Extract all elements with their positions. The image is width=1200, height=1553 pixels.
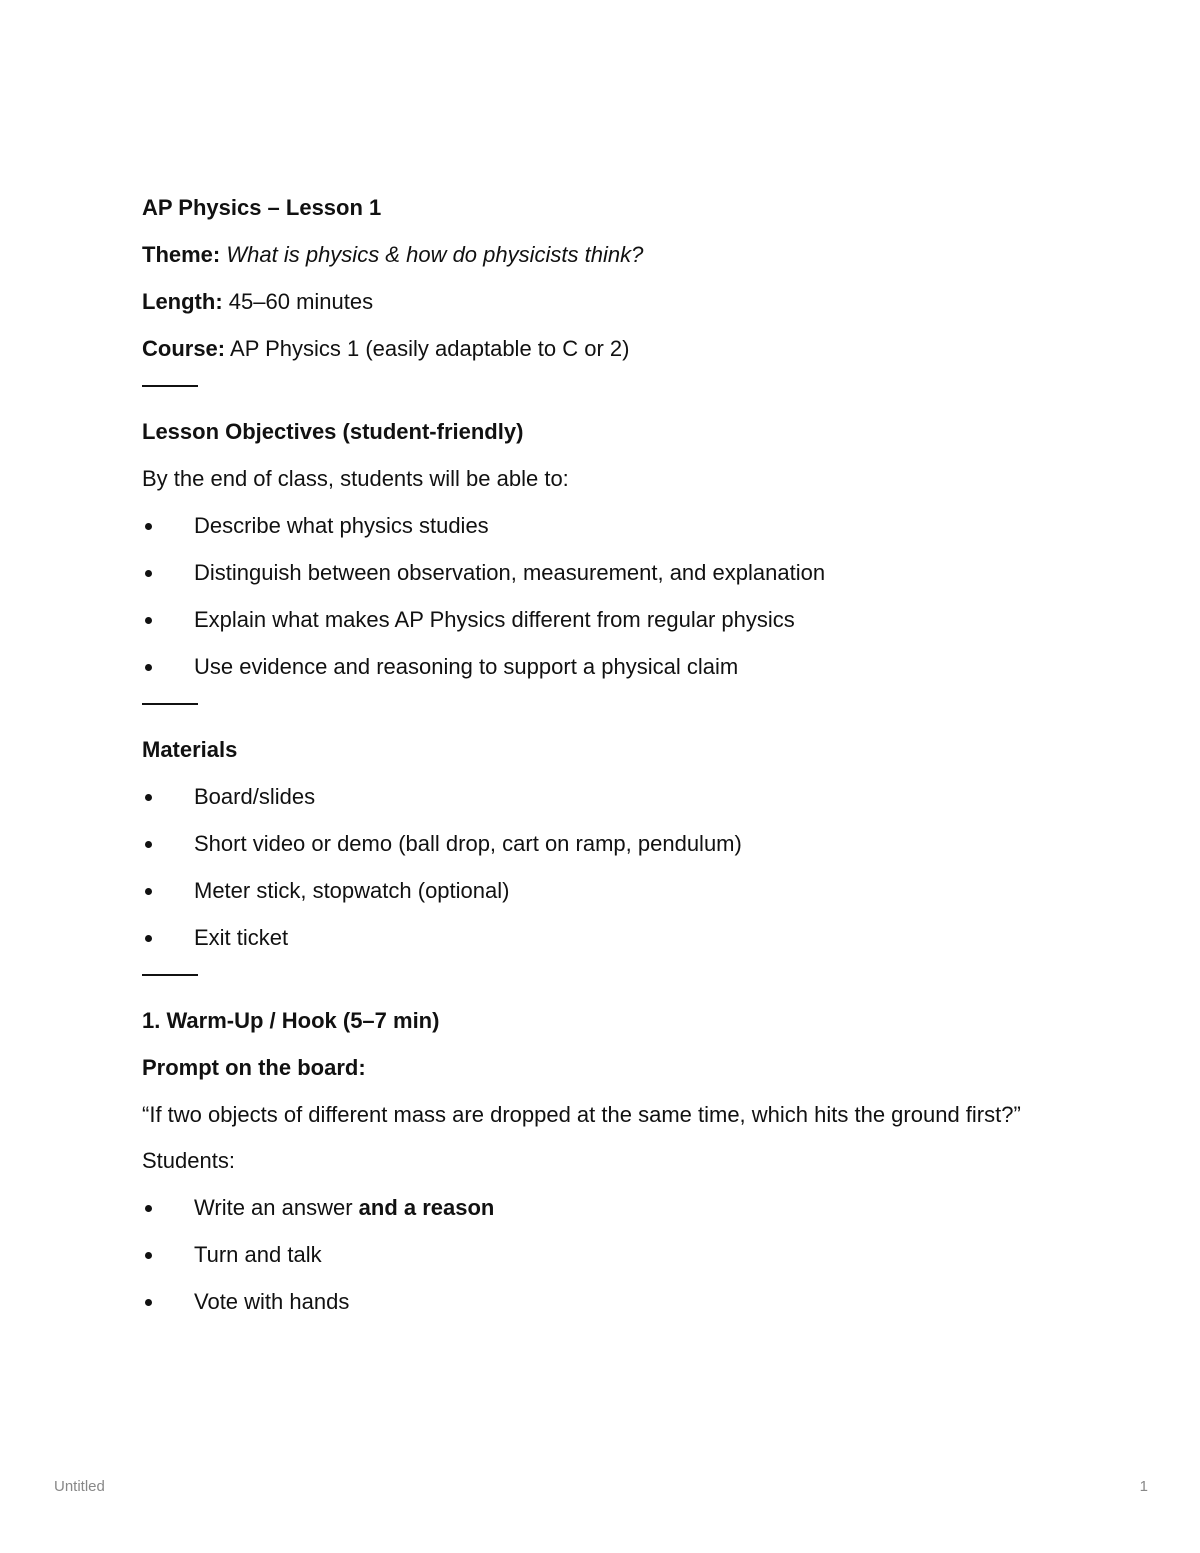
list-item xyxy=(142,1237,1042,1273)
footer-doc-name: Untitled xyxy=(54,1478,105,1495)
objective-text: Distinguish between observation, measurement, and explanation xyxy=(194,560,826,585)
length-line xyxy=(142,284,1042,320)
students-list xyxy=(142,1190,1042,1320)
objective-text: Explain what makes AP Physics different from regular physics xyxy=(194,607,795,632)
student-task-text: Vote with hands xyxy=(194,1289,350,1314)
list-item xyxy=(142,508,1042,544)
section-divider xyxy=(142,703,198,705)
material-text: Board/slides xyxy=(194,784,316,809)
theme-value: What is physics & how do physicists think? xyxy=(226,242,644,267)
materials-heading: Materials xyxy=(142,737,238,762)
theme-line xyxy=(142,237,1042,273)
prompt-text: “If two objects of different mass are dropped at the same time, which hits the ground first?” xyxy=(142,1102,1021,1127)
course-value: AP Physics 1 (easily adaptable to C or 2) xyxy=(230,336,630,361)
student-task-text: Write an answer xyxy=(194,1195,359,1220)
bullet-icon xyxy=(145,570,152,577)
bullet-icon xyxy=(145,523,152,530)
list-item xyxy=(142,826,1042,862)
list-item xyxy=(142,555,1042,591)
objective-text: Use evidence and reasoning to support a physical claim xyxy=(194,654,739,679)
student-task-text: Turn and talk xyxy=(194,1242,322,1267)
students-label: Students: xyxy=(142,1148,235,1173)
bullet-icon xyxy=(145,841,152,848)
bullet-icon xyxy=(145,664,152,671)
lesson-title: AP Physics – Lesson 1 xyxy=(142,195,382,220)
list-item xyxy=(142,873,1042,909)
bullet-icon xyxy=(145,1205,152,1212)
list-item xyxy=(142,779,1042,815)
objectives-list xyxy=(142,508,1042,685)
bullet-icon xyxy=(145,888,152,895)
theme-label: Theme: xyxy=(142,242,221,267)
bullet-icon xyxy=(145,935,152,942)
prompt-label: Prompt on the board: xyxy=(142,1055,366,1080)
material-text: Meter stick, stopwatch (optional) xyxy=(194,878,510,903)
bullet-icon xyxy=(145,1252,152,1259)
length-label: Length: xyxy=(142,289,223,314)
document-body xyxy=(142,190,1042,1331)
warmup-heading: 1. Warm-Up / Hook (5–7 min) xyxy=(142,1008,440,1033)
list-item xyxy=(142,1284,1042,1320)
course-label: Course: xyxy=(142,336,226,361)
bullet-icon xyxy=(145,1299,152,1306)
material-text: Short video or demo (ball drop, cart on ramp, pendulum) xyxy=(194,831,742,856)
material-text: Exit ticket xyxy=(194,925,289,950)
course-line xyxy=(142,331,1042,367)
objectives-intro: By the end of class, students will be able to: xyxy=(142,466,569,491)
student-task-emphasis: and a reason xyxy=(358,1195,495,1220)
footer-page-number: 1 xyxy=(1139,1478,1148,1495)
bullet-icon xyxy=(145,794,152,801)
length-value: 45–60 minutes xyxy=(228,289,374,314)
materials-list xyxy=(142,779,1042,956)
bullet-icon xyxy=(145,617,152,624)
objective-text: Describe what physics studies xyxy=(194,513,489,538)
section-divider xyxy=(142,974,198,976)
list-item xyxy=(142,1190,1042,1226)
list-item xyxy=(142,649,1042,685)
list-item xyxy=(142,920,1042,956)
section-divider xyxy=(142,385,198,387)
objectives-heading: Lesson Objectives (student-friendly) xyxy=(142,419,524,444)
list-item xyxy=(142,602,1042,638)
